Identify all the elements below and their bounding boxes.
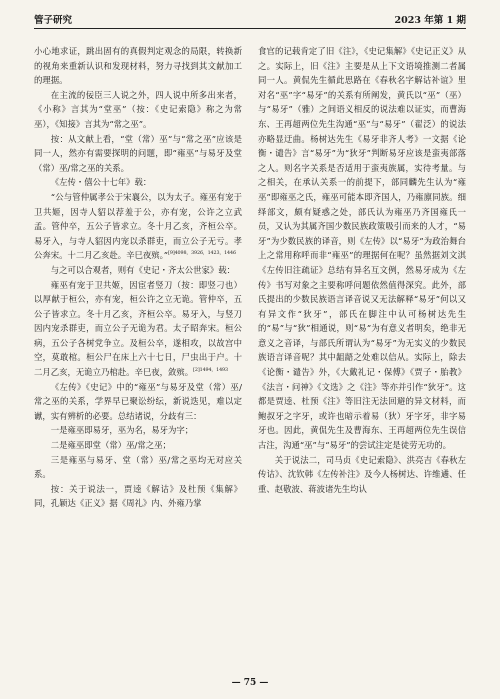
paragraph xyxy=(34,175,242,190)
running-header xyxy=(34,10,466,29)
paragraph-text: 按：关于说法一，贾逵《解诂》及杜预《集解》同，孔颖达《正义》据《周礼》内、外雍乃掌 xyxy=(34,483,242,509)
citation-marker: [2]1494，1493 xyxy=(193,368,228,374)
paragraph-text: 与之可以合观者，则有《史记・齐太公世家》载： xyxy=(50,264,236,275)
paragraph xyxy=(34,132,242,176)
paragraph-text: 《左传・僖公十七年》载： xyxy=(50,177,152,188)
citation-marker: [9]4098，3926，1423，1446 xyxy=(168,251,236,257)
paragraph-text: 小心地求证，跳出固有的真假判定观念的局限，转换新的视角来重新认识和发现材料，努力寻找到其文献加工的理据。 xyxy=(34,46,242,86)
paragraph-text: 一是雍巫即易牙，巫为名，易牙为字； xyxy=(50,425,194,436)
paragraph xyxy=(34,453,242,482)
paragraph xyxy=(34,438,242,453)
paragraph-text: 关于说法二，司马贞《史记索隐》、洪亮吉《春秋左传诂》、沈钦韩《左传补注》及今人杨树达、许维遹、任重、赵敬波、蒋波诸先生均认 xyxy=(258,454,466,494)
paragraph xyxy=(258,44,466,453)
paragraph xyxy=(34,88,242,132)
page-number: — 75 — xyxy=(231,678,269,688)
paragraph xyxy=(34,423,242,438)
issue-label: 2023 年第 1 期 xyxy=(394,15,466,26)
paragraph xyxy=(34,482,242,511)
paragraph xyxy=(34,278,242,380)
paragraph xyxy=(258,453,466,497)
paragraph-text: 二是雍巫即堂（常）巫/常之巫； xyxy=(50,440,171,451)
paragraph-text: 食官的记载肯定了旧《注》，《史记集解》《史记正义》从之。实际上，旧《注》主要是从上下文语境推测二者属同一人。黄侃先生循此思路在《春秋名字解诂补谊》里对名“巫”字“易牙”的关系有所阐发，黄氏以“巫”（巫）与“易牙”（雅）之间语义相反的说法难以证实，而曹海东、王再超两位先生沟通“巫”与“易牙”（翟泛）的说法亦略显迂曲。杨树达先生《易牙非齐人考》一文据《论衡・谴告》言“易牙”为“狄牙”判断易牙应该是蛮夷部落之人。则名字关系是否适用于蛮夷族属，实待考量。与之相关，在承认关系一的前提下，部同麟先生认为“雍巫”即雍巫之氏，雍巫可能本即齐国人，乃雍廪同族。细绎部文，颇有疑惑之处，部氏认为雍巫乃齐国雍氏一员，又认为其属齐国少数民族政策吸引而来的人才，“易牙”为少数民族的译音，则《左传》以“易牙”为政治舞台上之常用称呼而非“雍巫”的理据何在呢？虽然据刘文淇《左传旧注疏证》总结有异名互文例，然易牙成为《左传》书写对象之主要称呼问题依然值得深究。此外，部氏提出的少数民族语言译音说又无法解释“易牙”何以又有异文作“狄牙”，部氏在脚注中认可杨树达先生的“易”与“狄”相通说，则“易”为有意义者明矣，绝非无意义之音译，与部氏所谓认为“易牙”为无实义的少数民族语言译音呢？其中龃龉之处难以信从。实际上，除去《论衡・谴告》外，《大戴礼记・保傅》《贾子・胎教》《法言・问神》《文选》之《注》等亦并引作“狄牙”。这都是贾逵、杜预《注》等旧注无法回避的异文材料，而鲍叔牙之字牙，或许也暗示着易（狄）牙字牙，非字易牙也。因此，黄侃先生及曹海东、王再超两位先生误信古注，沟通“巫”与“易牙”的尝试注定是徒劳无功的。 xyxy=(258,46,466,451)
paragraph-text: 《左传》《史记》中的“雍巫”与易牙及堂（常）巫/常之巫的关系，学界早已聚讼纷纭，新说迭见，难以定谳，实有辨析的必要。总结诸说，分歧有三： xyxy=(34,381,242,421)
right-text-column xyxy=(258,44,466,496)
paragraph xyxy=(34,190,242,263)
paragraph-text: 雍巫有宠于卫共姬，因宦者竖刀（按：即竖刁也）以厚献于桓公，亦有宠，桓公许之立无诡。管仲卒，五公子皆求立。冬十月乙亥，齐桓公卒。易牙入，与竖刀因内宠杀群吏，而立公子无诡为君。太子昭奔宋。桓公病，五公子各树党争立。及桓公卒，遂相攻，以故宫中空，莫敢棺。桓公尸在床上六十七日，尸虫出于户。十二月乙亥，无诡立乃棺赴。辛巳夜，敛殡。 xyxy=(34,279,242,378)
journal-name: 管子研究 xyxy=(34,15,73,26)
paragraph xyxy=(34,44,242,88)
paragraph-text: 在主流的佞臣三人说之外，四人说中所多出来者，《小称》言其为“堂巫”（按：《史记索隐》称之为常巫），《知接》言其为“常之巫”。 xyxy=(34,89,242,129)
paragraph xyxy=(34,380,242,424)
paragraph-text: 按：从文献上看，“堂（常）巫”与“常之巫”应该是同一人，然亦有需要探明的问题，即“雍巫”与易牙及堂（常）巫/常之巫的关系。 xyxy=(34,133,242,173)
paragraph-text: “公与管仲属孝公于宋襄公，以为太子。雍巫有宠于卫共姬，因寺人貂以荐羞于公，亦有宠，公许之立武孟。管仲卒，五公子皆求立。冬十月乙亥，齐桓公卒。易牙入，与寺人貂因内宠以杀群吏，而立公子无亏。孝公奔宋。十二月乙亥赴。辛巳夜殡。” xyxy=(34,191,242,261)
paragraph-text: 三是雍巫与易牙、堂（常）巫/常之巫均无对应关系。 xyxy=(34,454,242,480)
left-text-column xyxy=(34,44,242,511)
paragraph xyxy=(34,263,242,278)
